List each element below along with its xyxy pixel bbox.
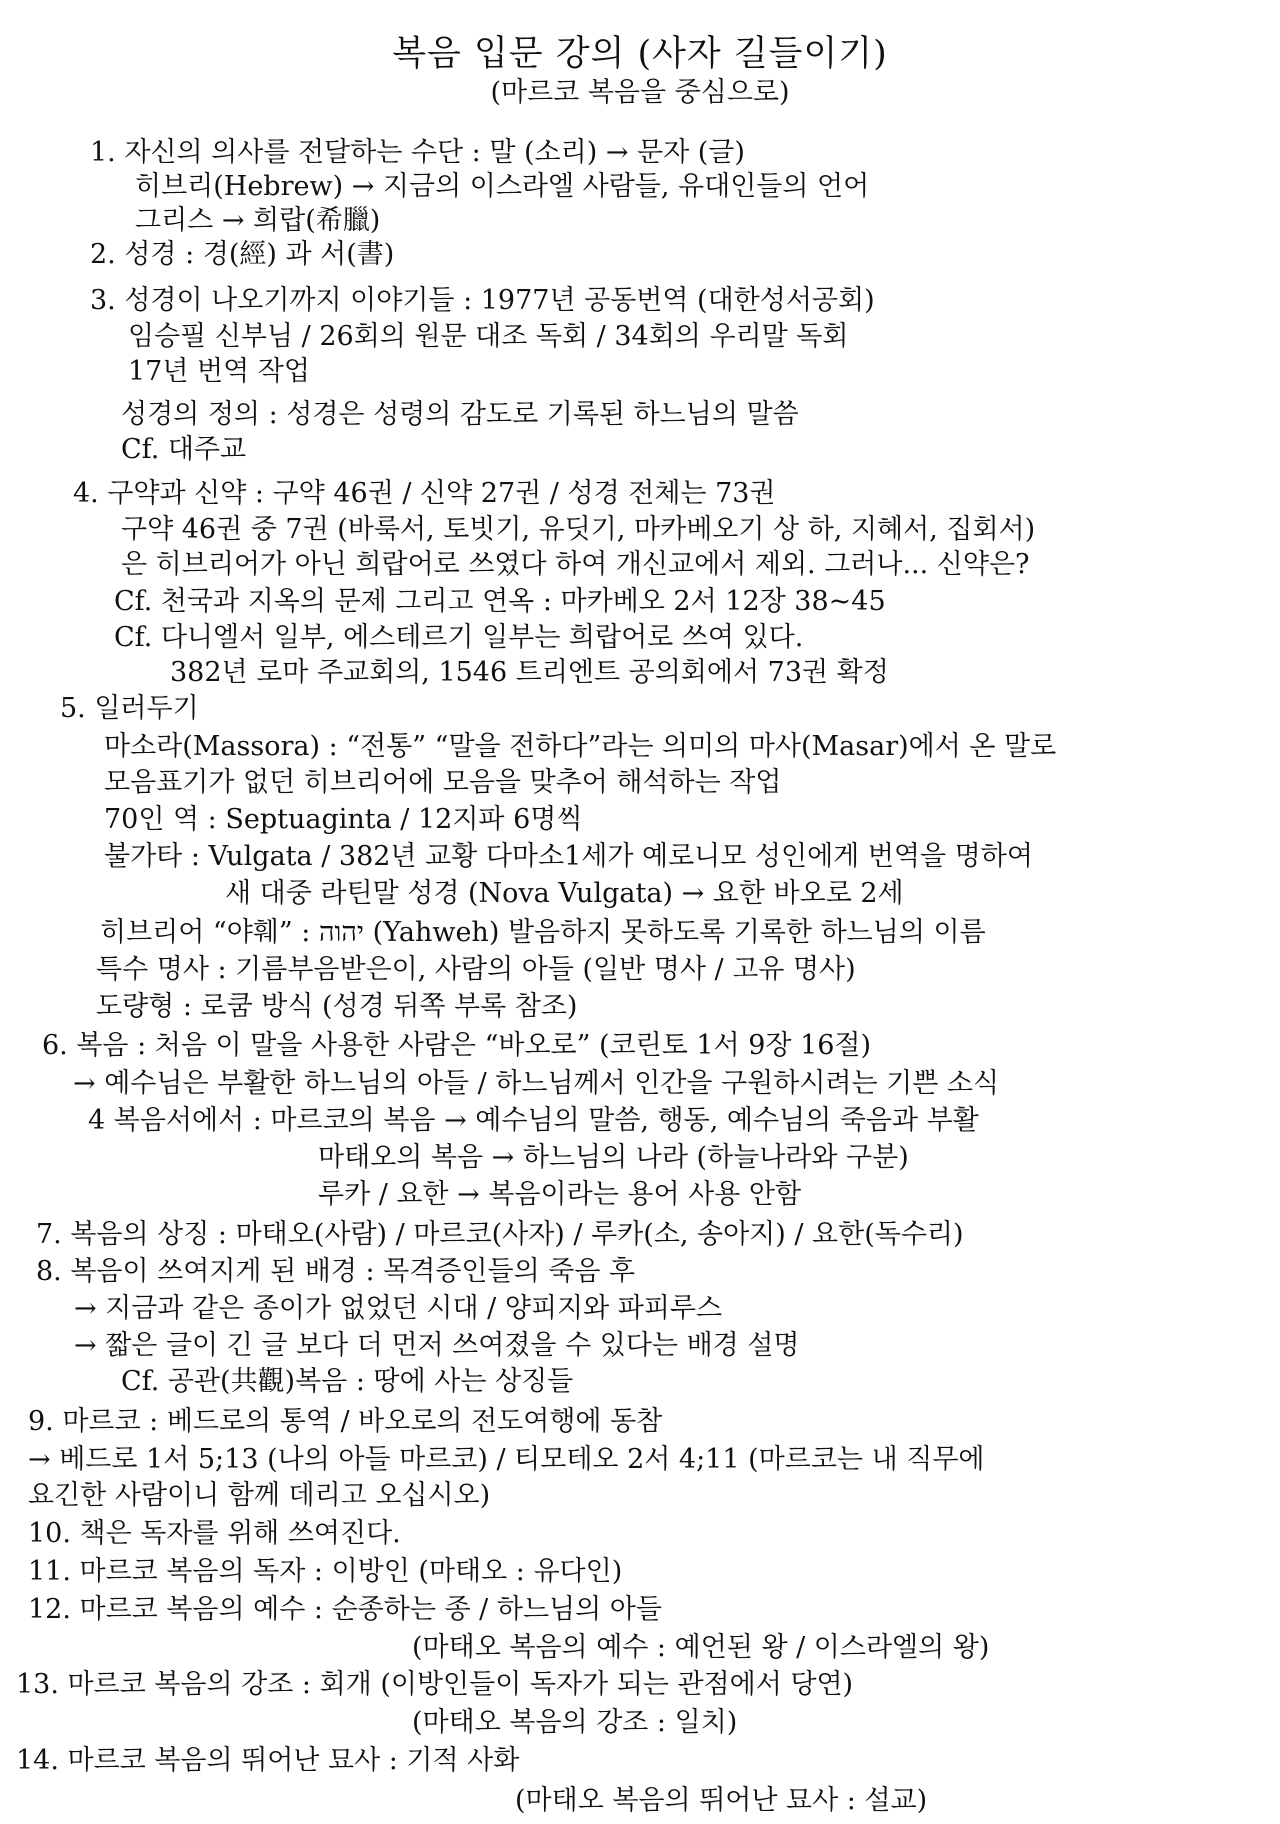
text-line: 13. 마르코 복음의 강조 : 회개 (이방인들이 독자가 되는 관점에서 당연) [16,1669,854,1700]
text-line: Cf. 다니엘서 일부, 에스테르기 일부는 희랍어로 쓰여 있다. [114,622,804,653]
text-line: 11. 마르코 복음의 독자 : 이방인 (마태오 : 유다인) [28,1556,623,1587]
text-line: 구약 46권 중 7권 (바룩서, 토빗기, 유딧기, 마카베오기 상 하, 지혜서, 집회서) [121,514,1036,545]
text-line: 8. 복음이 쓰여지게 된 배경 : 목격증인들의 죽음 후 [36,1256,636,1287]
text-line: (마태오 복음의 강조 : 일치) [412,1707,738,1738]
text-line: 17년 번역 작업 [128,356,310,387]
text-line: 3. 성경이 나오기까지 이야기들 : 1977년 공동번역 (대한성서공회) [90,285,875,316]
text-line: 특수 명사 : 기름부음받은이, 사람의 아들 (일반 명사 / 고유 명사) [96,954,856,985]
text-line: (마태오 복음의 뛰어난 묘사 : 설교) [515,1785,928,1816]
text-line: 마소라(Massora) : “전통” “말을 전하다”라는 의미의 마사(Masar)에서 온 말로 [104,731,1057,762]
text-line: 382년 로마 주교회의, 1546 트리엔트 공의회에서 73권 확정 [170,657,889,688]
text-line: 그리스 → 희랍(希臘) [135,205,381,236]
text-line: 새 대중 라틴말 성경 (Nova Vulgata) → 요한 바오로 2세 [225,878,904,909]
text-line: 6. 복음 : 처음 이 말을 사용한 사람은 “바오로” (코린토 1서 9장 16절) [42,1030,872,1061]
text-line: 5. 일러두기 [60,693,199,724]
text-line: 성경의 정의 : 성경은 성령의 감도로 기록된 하느님의 말씀 [121,399,799,430]
text-line: (마태오 복음의 예수 : 예언된 왕 / 이스라엘의 왕) [412,1632,990,1663]
text-line: 불가타 : Vulgata / 382년 교황 다마소1세가 예로니모 성인에게 번역을 명하여 [104,841,1033,872]
text-line: 4 복음서에서 : 마르코의 복음 → 예수님의 말씀, 행동, 예수님의 죽음과 부활 [88,1105,979,1136]
text-line: 10. 책은 독자를 위해 쓰여진다. [28,1518,401,1549]
text-line: 12. 마르코 복음의 예수 : 순종하는 종 / 하느님의 아들 [28,1594,662,1625]
text-line: 히브리어 “야훼” : יהוה (Yahweh) 발음하지 못하도록 기록한 하느님의 이름 [100,917,986,948]
text-line: 4. 구약과 신약 : 구약 46권 / 신약 27권 / 성경 전체는 73권 [73,478,776,509]
text-line: → 예수님은 부활한 하느님의 아들 / 하느님께서 인간을 구원하시려는 기쁜 소식 [73,1068,1000,1099]
text-line: Cf. 천국과 지옥의 문제 그리고 연옥 : 마카베오 2서 12장 38~45 [114,586,886,617]
text-line: 임승필 신부님 / 26회의 원문 대조 독회 / 34회의 우리말 독회 [128,321,849,352]
text-line: 14. 마르코 복음의 뛰어난 묘사 : 기적 사화 [16,1745,520,1776]
text-line: → 베드로 1서 5;13 (나의 아들 마르코) / 티모테오 2서 4;11 (마르코는 내 직무에 [28,1444,985,1475]
text-line: 히브리(Hebrew) → 지금의 이스라엘 사람들, 유대인들의 언어 [135,171,870,202]
text-line: 마태오의 복음 → 하느님의 나라 (하늘나라와 구분) [318,1142,909,1173]
text-line: Cf. 공관(共觀)복음 : 땅에 사는 상징들 [121,1366,574,1397]
text-line: 9. 마르코 : 베드로의 통역 / 바오로의 전도여행에 동참 [28,1406,663,1437]
text-line: 1. 자신의 의사를 전달하는 수단 : 말 (소리) → 문자 (글) [90,137,745,168]
text-line: 모음표기가 없던 히브리어에 모음을 맞추어 해석하는 작업 [104,767,782,798]
text-line: 70인 역 : Septuaginta / 12지파 6명씩 [104,804,583,835]
document-title: 복음 입문 강의 (사자 길들이기) [392,34,888,74]
text-line: Cf. 대주교 [121,434,247,465]
text-line: 7. 복음의 상징 : 마태오(사람) / 마르코(사자) / 루카(소, 송아지) / 요한(독수리) [36,1219,964,1250]
text-line: 요긴한 사람이니 함께 데리고 오십시오) [28,1480,491,1511]
text-line: 은 히브리어가 아닌 희랍어로 쓰였다 하여 개신교에서 제외. 그러나... 신약은? [121,549,1030,580]
text-line: → 지금과 같은 종이가 없었던 시대 / 양피지와 파피루스 [74,1293,723,1324]
text-line: 루카 / 요한 → 복음이라는 용어 사용 안함 [318,1179,802,1210]
document-subtitle: (마르코 복음을 중심으로) [490,77,790,108]
text-line: 도량형 : 로쿰 방식 (성경 뒤쪽 부록 참조) [96,991,578,1022]
text-line: 2. 성경 : 경(經) 과 서(書) [90,239,395,270]
text-line: → 짧은 글이 긴 글 보다 더 먼저 쓰여졌을 수 있다는 배경 설명 [74,1330,800,1361]
